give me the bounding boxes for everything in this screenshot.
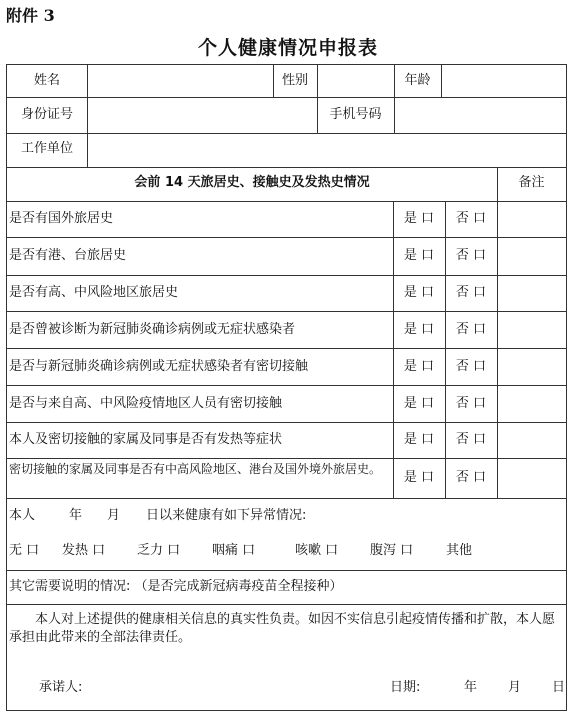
no-checkbox[interactable]: 否 口	[455, 211, 487, 226]
symptom-other-label: 其他	[446, 543, 473, 558]
other-note: 其它需要说明的情况: （是否完成新冠病毒疫苗全程接种）	[9, 579, 343, 594]
no-checkbox[interactable]: 否 口	[455, 470, 487, 485]
age-input-cell[interactable]	[442, 66, 565, 96]
name-label: 姓名	[33, 73, 60, 88]
question-text: 是否与来自高、中风险疫情地区人员有密切接触	[9, 396, 283, 411]
name-input-cell[interactable]	[88, 66, 272, 96]
question-text: 本人及密切接触的家属及同事是否有发热等症状	[9, 432, 283, 447]
question-text: 密切接触的家属及同事是否有中高风险地区、港台及国外境外旅居史。	[9, 462, 382, 476]
phone-input-cell[interactable]	[395, 98, 565, 132]
yes-checkbox[interactable]: 是 口	[403, 359, 435, 374]
form-title: 个人健康情况申报表	[197, 37, 378, 59]
health-prefix: 本人	[9, 508, 36, 523]
yes-checkbox[interactable]: 是 口	[403, 285, 435, 300]
question-text: 是否有国外旅居史	[9, 211, 114, 226]
attachment-label: 附件 3	[6, 6, 55, 25]
yes-checkbox[interactable]: 是 口	[403, 396, 435, 411]
signer-label: 承诺人:	[39, 680, 83, 695]
employer-label: 工作单位	[20, 141, 73, 156]
date-year: 年	[464, 680, 478, 695]
no-checkbox[interactable]: 否 口	[455, 432, 487, 447]
yes-checkbox[interactable]: 是 口	[403, 322, 435, 337]
question-text: 是否曾被诊断为新冠肺炎确诊病例或无症状感染者	[9, 322, 296, 337]
no-checkbox[interactable]: 否 口	[455, 396, 487, 411]
question-text: 是否与新冠肺炎确诊病例或无症状感染者有密切接触	[9, 359, 309, 374]
no-checkbox[interactable]: 否 口	[455, 285, 487, 300]
remarks-header: 备注	[518, 175, 545, 190]
yes-checkbox[interactable]: 是 口	[403, 248, 435, 263]
id-number-input-cell[interactable]	[88, 98, 316, 132]
no-checkbox[interactable]: 否 口	[455, 359, 487, 374]
date-month: 月	[508, 680, 522, 695]
no-checkbox[interactable]: 否 口	[455, 322, 487, 337]
health-month: 月	[107, 508, 121, 523]
symptom-sore-throat-checkbox[interactable]: 咽痛 口	[212, 543, 256, 558]
yes-checkbox[interactable]: 是 口	[403, 211, 435, 226]
symptom-cough-checkbox[interactable]: 咳嗽 口	[295, 543, 339, 558]
employer-input-cell[interactable]	[88, 134, 565, 166]
yes-checkbox[interactable]: 是 口	[403, 470, 435, 485]
gender-input-cell[interactable]	[318, 66, 393, 96]
declaration-text: 本人对上述提供的健康相关信息的真实性负责。如因不实信息引起疫情传播和扩散，本人愿承担由此带来的全部法律责任。	[9, 612, 556, 645]
health-suffix: 日以来健康有如下异常情况:	[146, 508, 307, 523]
symptom-none-checkbox[interactable]: 无 口	[9, 543, 40, 558]
form-table	[6, 64, 567, 711]
symptom-fatigue-checkbox[interactable]: 乏力 口	[137, 543, 181, 558]
id-number-label: 身份证号	[20, 107, 73, 122]
question-text: 是否有高、中风险地区旅居史	[9, 285, 179, 300]
section-header: 会前 14 天旅居史、接触史及发热史情况	[134, 175, 370, 190]
question-text: 是否有港、台旅居史	[9, 248, 127, 263]
no-checkbox[interactable]: 否 口	[455, 248, 487, 263]
gender-label: 性别	[281, 73, 308, 88]
health-year: 年	[69, 508, 83, 523]
symptom-fever-checkbox[interactable]: 发热 口	[62, 543, 106, 558]
phone-label: 手机号码	[329, 107, 382, 122]
date-day: 日	[552, 680, 566, 695]
age-label: 年龄	[404, 73, 431, 88]
date-label: 日期:	[390, 680, 421, 695]
yes-checkbox[interactable]: 是 口	[403, 432, 435, 447]
symptom-diarrhea-checkbox[interactable]: 腹泻 口	[370, 543, 414, 558]
